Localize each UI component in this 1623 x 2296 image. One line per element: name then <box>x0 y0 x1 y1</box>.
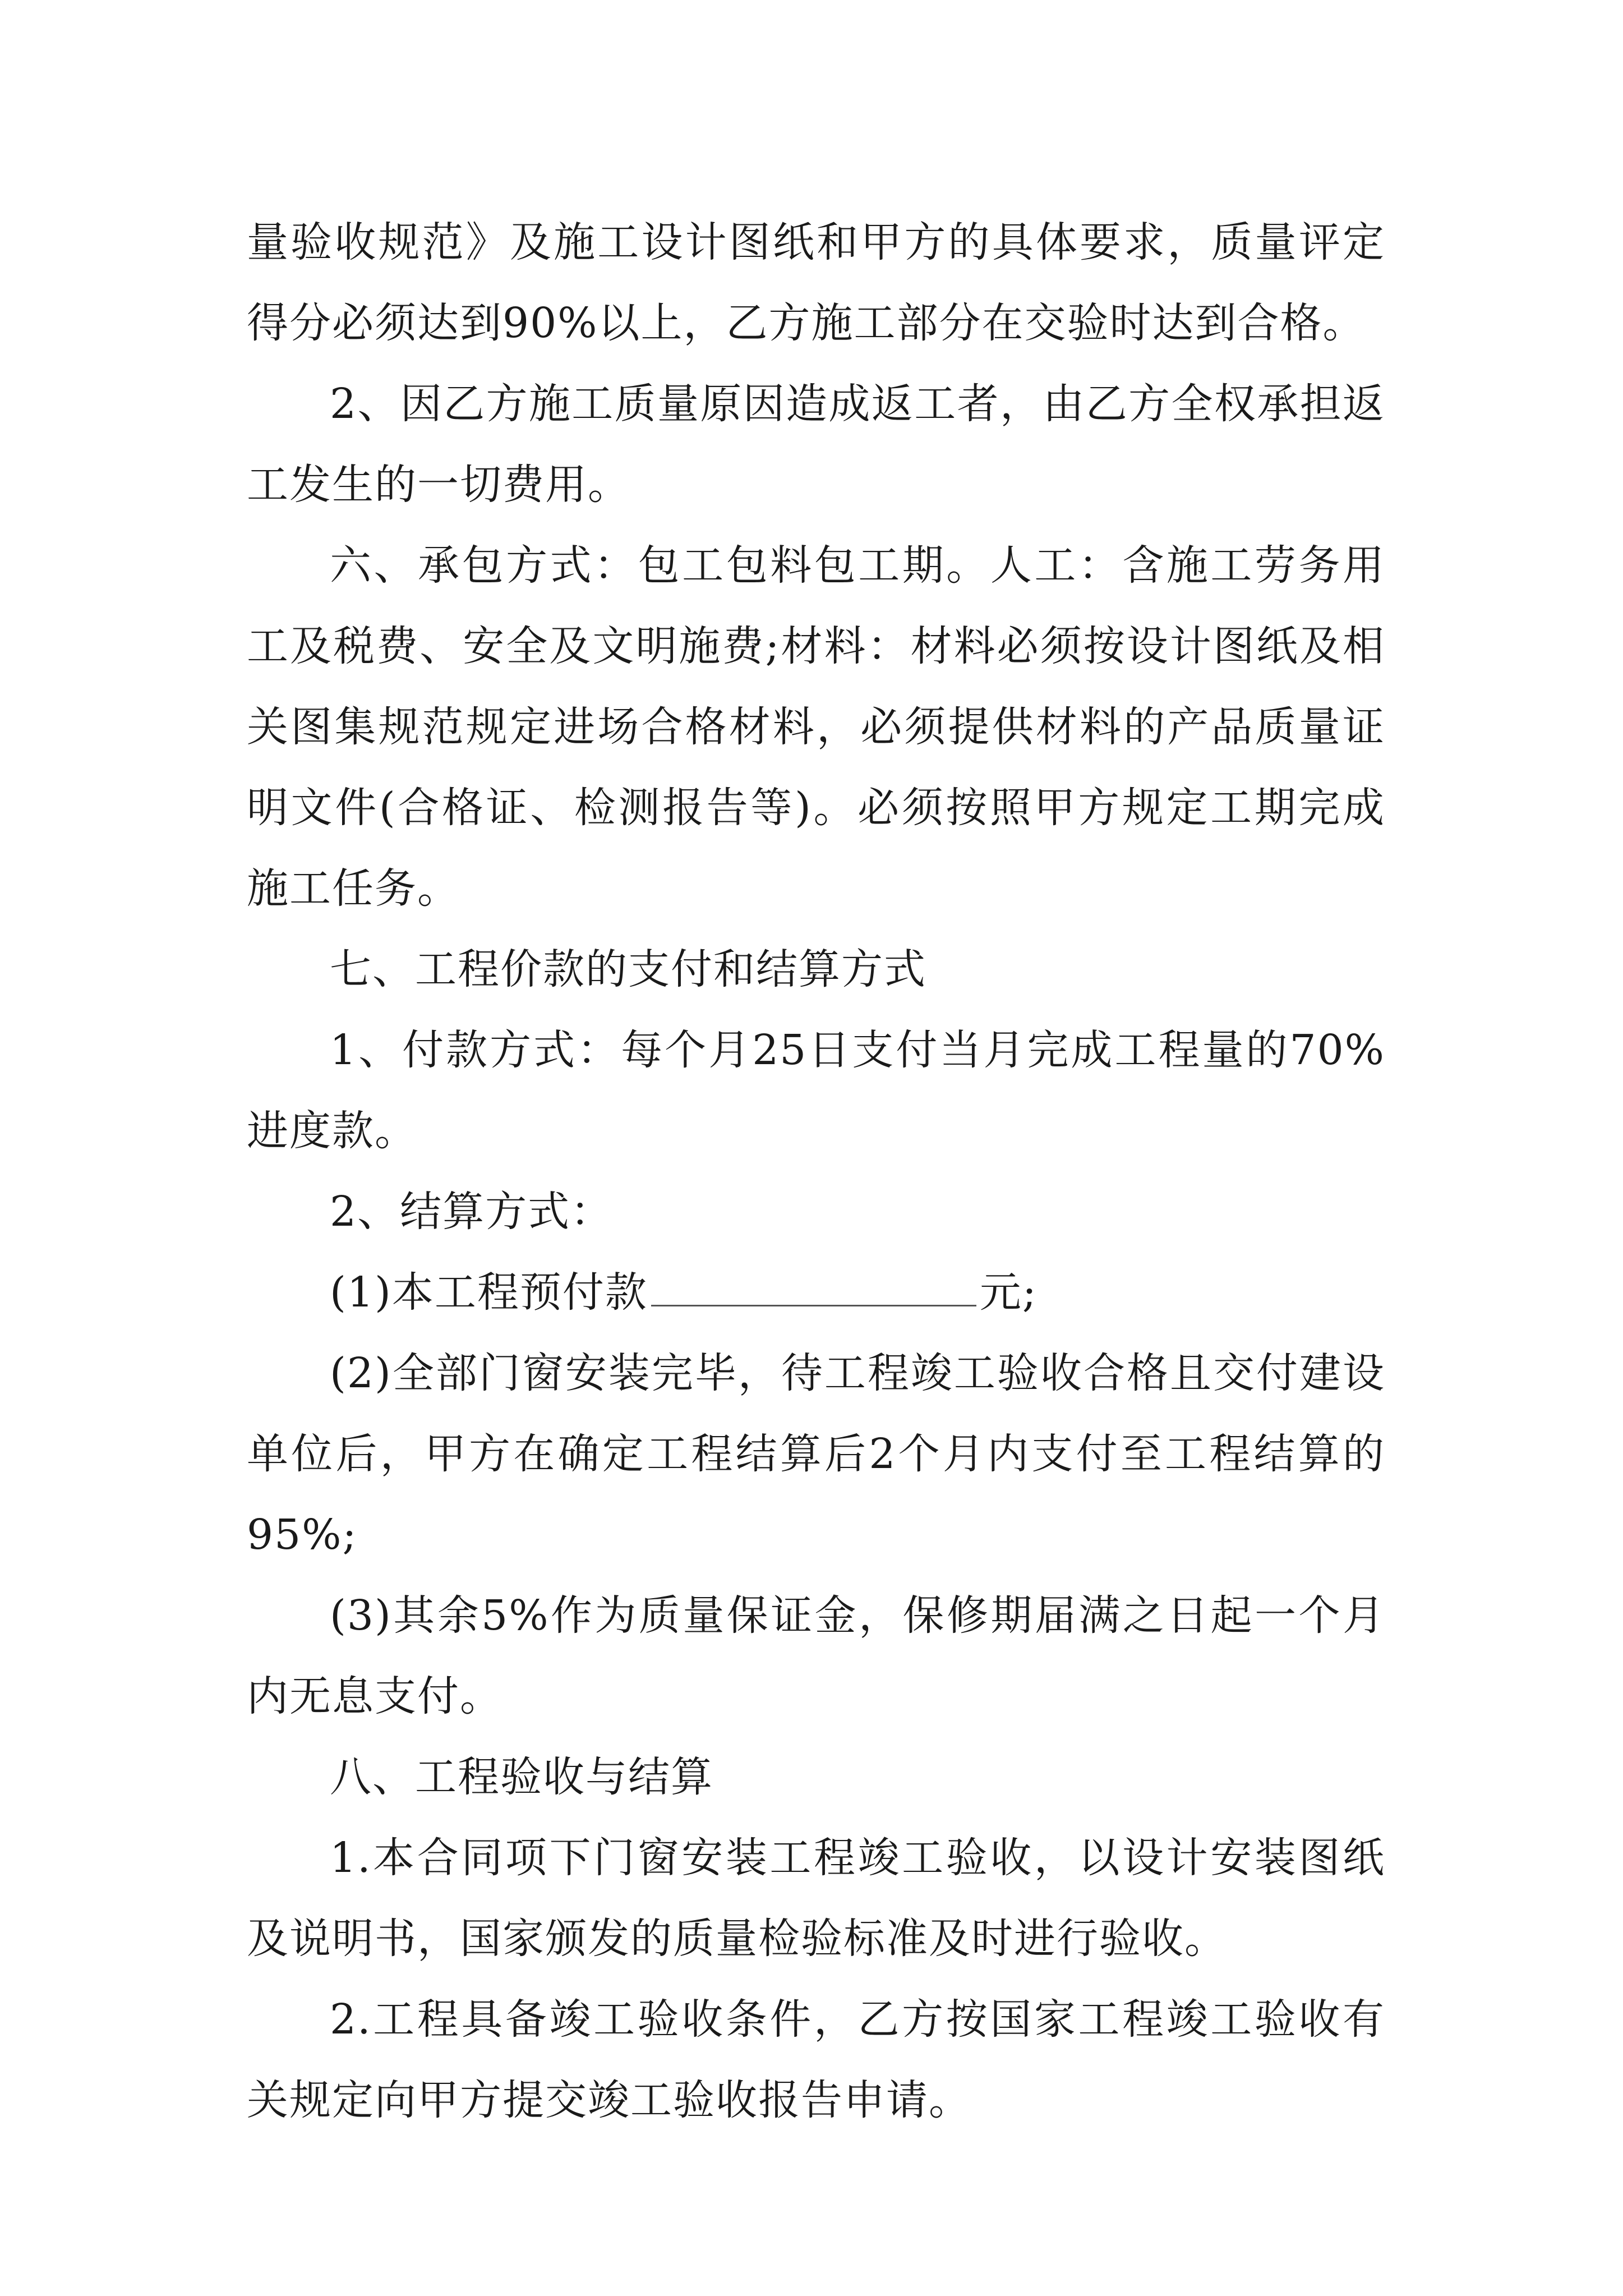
paragraph-payment-method: 1、付款方式：每个月25日支付当月完成工程量的70%进度款。 <box>247 1026 1385 1155</box>
prepayment-unit: 元; <box>979 1268 1038 1317</box>
paragraph-acceptance-basis: 1.本合同项下门窗安装工程竣工验收，以设计安装图纸及说明书，国家颁发的质量检验标准及时进行验收。 <box>247 1834 1385 1963</box>
paragraph-quality-standard: 量验收规范》及施工设计图纸和甲方的具体要求，质量评定得分必须达到90%以上，乙方施工部分在交验时达到合格。 <box>247 218 1385 347</box>
paragraph-final-settlement: (2)全部门窗安装完毕，待工程竣工验收合格且交付建设单位后，甲方在确定工程结算后2个月内支付至工程结算的95%; <box>247 1349 1385 1559</box>
paragraph-warranty-deposit: (3)其余5%作为质量保证金，保修期届满之日起一个月内无息支付。 <box>247 1591 1385 1720</box>
prepayment-blank-line <box>651 1270 976 1306</box>
paragraph-acceptance-application: 2.工程具备竣工验收条件，乙方按国家工程竣工验收有关规定向甲方提交竣工验收报告申请。 <box>247 1995 1385 2124</box>
paragraph-contract-method: 六、承包方式：包工包料包工期。人工：含施工劳务用工及税费、安全及文明施费;材料：材料必须按设计图纸及相关图集规范规定进场合格材料，必须提供材料的产品质量证明文件(合格证、检测报告等)。必须按照甲方规定工期完成施工任务。 <box>247 541 1385 913</box>
paragraph-rework-cost: 2、因乙方施工质量原因造成返工者，由乙方全权承担返工发生的一切费用。 <box>247 380 1385 509</box>
prepayment-label: (1)本工程预付款 <box>330 1268 648 1317</box>
section-heading-acceptance: 八、工程验收与结算 <box>330 1753 713 1801</box>
document-body <box>247 202 1385 2141</box>
section-heading-payment: 七、工程价款的支付和结算方式 <box>330 945 926 993</box>
paragraph-prepayment <box>247 1252 1385 1333</box>
paragraph-settlement-method: 2、结算方式： <box>330 1188 614 1236</box>
